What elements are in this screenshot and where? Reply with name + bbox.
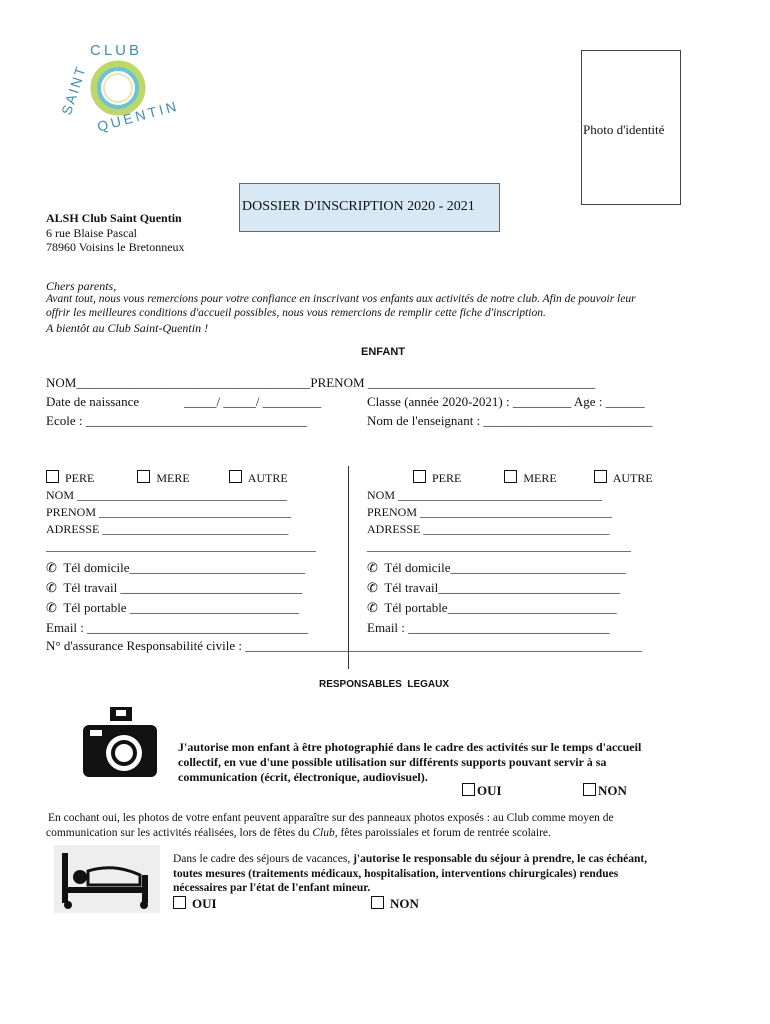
medical-oui-label: OUI [192,896,217,911]
enfant-naissance-field[interactable]: _____/ _____/ _________ [184,394,322,409]
page-title [239,183,500,232]
left-adresse-field[interactable]: ADRESSE _______________________________ [46,522,289,536]
enfant-heading: ENFANT [361,346,405,358]
phone-icon: ✆ [46,600,57,615]
right-tel-domicile-field[interactable] [367,560,626,576]
enfant-ecole-field[interactable]: Ecole : __________________________________ [46,413,307,428]
right-adresse-field[interactable]: ADRESSE _______________________________ [367,522,610,536]
medical-consent-line-2: toutes mesures (traitements médicaux, hospitalisation, interventions chirurgicales) rendues [173,868,619,880]
photo-note-text-a: communication sur les activités réalisées, lors de fêtes du [46,827,313,839]
left-autre-label: AUTRE [247,471,288,485]
intro-line-3: offrir les meilleures conditions d'accueil possibles, nous vous remercions de remplir cette fiche d'inscription. [46,307,546,319]
phone-icon: ✆ [367,560,378,575]
left-tel-travail-field[interactable] [46,580,302,596]
photo-oui-label: OUI [477,783,502,798]
photo-oui-checkbox[interactable] [462,783,475,796]
right-parent-role [413,470,653,486]
phone-icon: ✆ [46,560,57,575]
right-email-field[interactable]: Email : _______________________________ [367,620,610,635]
right-autre-label: AUTRE [612,471,653,485]
address-name: ALSH Club Saint Quentin [46,211,182,225]
photo-note-text-c: , fêtes paroissiales et forum de rentrée scolaire. [334,827,551,839]
camera-icon [80,705,160,780]
left-email-field[interactable]: Email : __________________________________ [46,620,309,635]
intro-greeting: Chers parents, [46,279,117,293]
photo-note-line-1: En cochant oui, les photos de votre enfant peuvent apparaître sur des panneaux photos exposés : au Club comme moyen de [48,812,614,824]
photo-non-label: NON [598,783,627,798]
right-autre-checkbox[interactable] [594,471,653,485]
phone-icon: ✆ [46,580,57,595]
intro-line-4: A bientôt au Club Saint-Quentin ! [46,321,209,335]
left-tel-portable-field[interactable] [46,600,299,616]
photo-consent-line-3: communication (écrit, électronique, audiovisuel). [178,770,428,784]
photo-box[interactable] [581,50,681,205]
medical-consent-line-3: nécessaires par l'état de l'enfant mineur. [173,882,371,894]
logo-text-bottom: QUENTIN [95,97,181,135]
photo-note-text-b: Club [312,827,335,839]
right-tel-portable-text: Tél portable__________________________ [384,600,617,615]
medical-text-b: j'autorise le responsable du séjour à prendre, le cas échéant, [353,853,648,865]
photo-consent-non[interactable] [583,783,627,799]
intro-line-2: Avant tout, nous vous remercions pour votre confiance en inscrivant vos enfants aux activités de notre club. Afin de pouvoir leur [46,293,636,305]
photo-box-label: Photo d'identité [583,122,665,137]
left-mere-label: MERE [156,471,190,485]
assurance-field[interactable]: N° d'assurance Responsabilité civile : _____________________________________________________________ [46,638,642,653]
phone-icon: ✆ [367,600,378,615]
left-tel-portable-text: Tél portable __________________________ [63,600,299,615]
address-street: 6 rue Blaise Pascal [46,226,137,240]
right-mere-checkbox[interactable] [504,471,556,485]
logo-text-top: CLUB [90,42,143,59]
photo-consent-line-1: J'autorise mon enfant à être photographié dans le cadre des activités sur le temps d'accueil [178,740,642,754]
right-mere-label: MERE [523,471,557,485]
left-mere-checkbox[interactable] [137,471,189,485]
hospital-bed-icon [54,845,160,913]
right-tel-portable-field[interactable] [367,600,617,616]
right-adresse-line2[interactable]: ____________________________________________ [367,539,631,553]
right-prenom-field[interactable]: PRENOM ________________________________ [367,505,613,519]
right-tel-travail-field[interactable] [367,580,620,596]
medical-non-label: NON [390,896,419,911]
photo-non-checkbox[interactable] [583,783,596,796]
left-pere-label: PERE [65,471,95,485]
medical-consent-non[interactable] [371,896,419,912]
left-nom-field[interactable]: NOM ___________________________________ [46,488,288,502]
medical-consent-oui[interactable] [173,896,217,912]
enfant-naissance-label: Date de naissance [46,394,140,409]
medical-text-a: Dans le cadre des séjours de vacances, [173,853,354,865]
left-parent-role [46,470,288,486]
left-adresse-line2[interactable]: _____________________________________________ [46,539,316,553]
left-tel-domicile-field[interactable] [46,560,305,576]
phone-icon: ✆ [367,580,378,595]
photo-note-line-2 [46,827,551,839]
right-nom-field[interactable]: NOM __________________________________ [367,488,603,502]
left-prenom-field[interactable]: PRENOM ________________________________ [46,505,292,519]
logo-text-left: SAINT [58,63,90,117]
address-city: 78960 Voisins le Bretonneux [46,240,185,254]
left-pere-checkbox[interactable] [46,471,94,485]
responsables-heading: RESPONSABLES LEGAUX [319,679,450,690]
right-pere-checkbox[interactable] [413,471,461,485]
left-tel-domicile-text: Tél domicile___________________________ [63,560,305,575]
photo-consent-oui[interactable] [462,783,502,799]
left-tel-travail-text: Tél travail ____________________________ [63,580,303,595]
page-title-text: DOSSIER D'INSCRIPTION 2020 - 2021 [242,199,475,214]
photo-consent-line-2: collectif, en vue d'une possible utilisation sur différents supports pouvant servir à sa [178,755,607,769]
left-autre-checkbox[interactable] [229,471,288,485]
right-pere-label: PERE [432,471,462,485]
medical-non-checkbox[interactable] [371,896,384,909]
enfant-enseignant-field[interactable]: Nom de l'enseignant : __________________________ [367,413,653,428]
right-tel-travail-text: Tél travail____________________________ [384,580,621,595]
enfant-nom-prenom-field[interactable]: NOM____________________________________PRENOM ___________________________________ [46,375,596,390]
medical-oui-checkbox[interactable] [173,896,186,909]
enfant-classe-age-field[interactable]: Classe (année 2020-2021) : _________ Age : ______ [367,394,645,409]
medical-consent-line-1 [173,853,647,865]
right-tel-domicile-text: Tél domicile___________________________ [384,560,626,575]
